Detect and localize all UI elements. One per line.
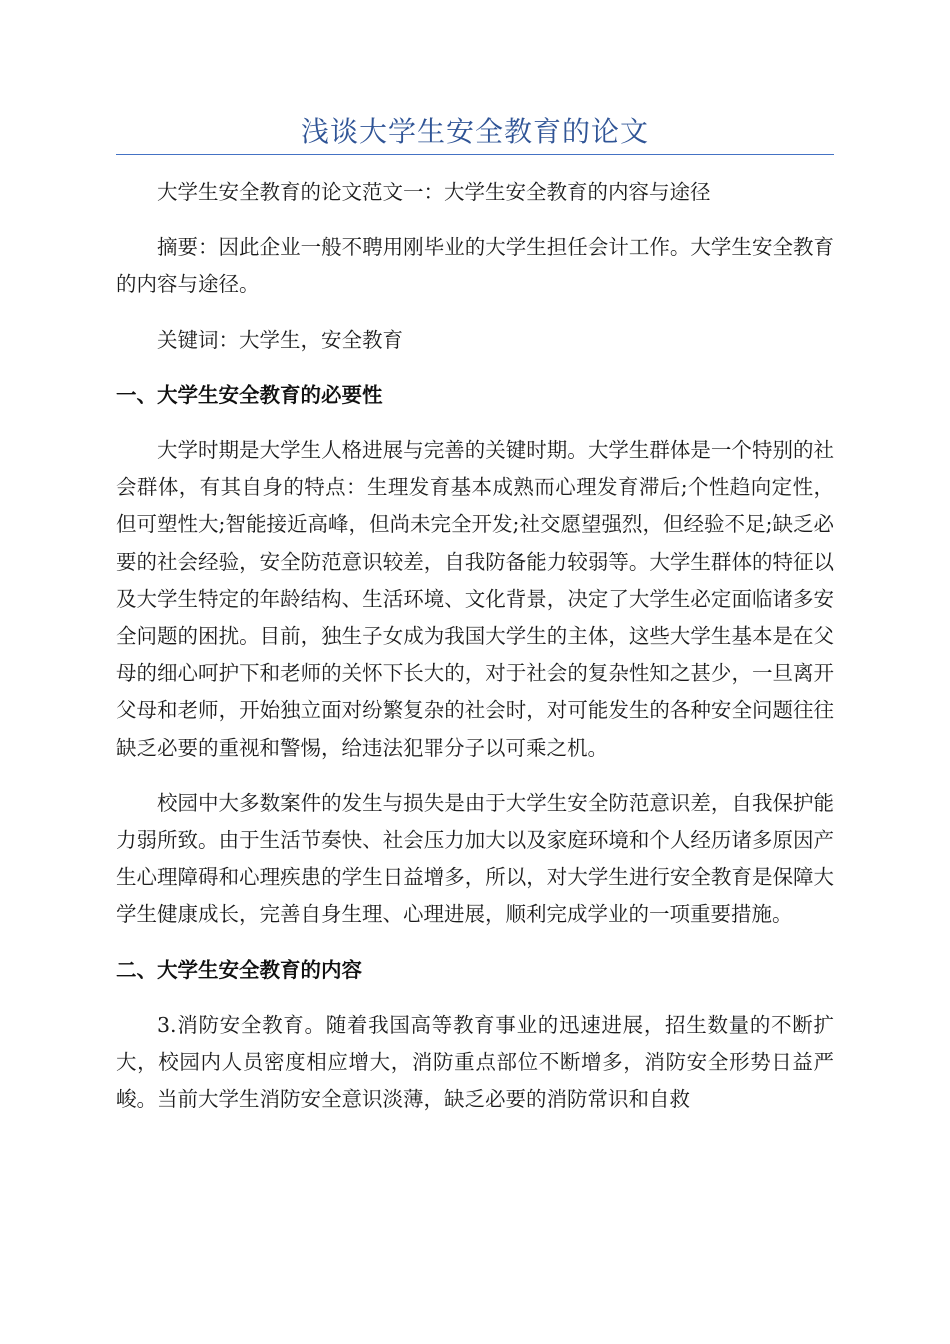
- subtitle-paragraph: 大学生安全教育的论文范文一：大学生安全教育的内容与途径: [157, 180, 711, 204]
- abstract-paragraph: 摘要：因此企业一般不聘用刚毕业的大学生担任会计工作。大学生安全教育的内容与途径。: [116, 235, 834, 297]
- document-title: 浅谈大学生安全教育的论文: [300, 115, 649, 148]
- keywords-paragraph: 关键词：大学生，安全教育: [157, 327, 403, 352]
- title-underline: [116, 154, 834, 155]
- section-heading-1: 一、大学生安全教育的必要性: [116, 382, 383, 407]
- body-paragraph: 3.消防安全教育。随着我国高等教育事业的迅速进展，招生数量的不断扩大，校园内人员密度相应增大，消防重点部位不断增多，消防安全形势日益严峻。当前大学生消防安全意识淡薄，缺乏必要的消防常识和自救: [116, 1012, 834, 1112]
- body-paragraph: 校园中大多数案件的发生与损失是由于大学生安全防范意识差，自我保护能力弱所致。由于生活节奏快、社会压力加大以及家庭环境和个人经历诸多原因产生心理障碍和心理疾患的学生日益增多，所以，对大学生进行安全教育是保障大学生健康成长，完善自身生理、心理进展，顺利完成学业的一项重要措施。: [116, 790, 834, 927]
- section-heading-2: 二、大学生安全教育的内容: [116, 957, 362, 982]
- document-body: [116, 174, 834, 1136]
- body-paragraph: 大学时期是大学生人格进展与完善的关键时期。大学生群体是一个特别的社会群体，有其自身的特点：生理发育基本成熟而心理发育滞后;个性趋向定性，但可塑性大;智能接近高峰，但尚未完全开发;社交愿望强烈，但经验不足;缺乏必要的社会经验，安全防范意识较差，自我防备能力较弱等。大学生群体的特征以及大学生特定的年龄结构、生活环境、文化背景，决定了大学生必定面临诸多安全问题的困扰。目前，独生子女成为我国大学生的主体，这些大学生基本是在父母的细心呵护下和老师的关怀下长大的，对于社会的复杂性知之甚少，一旦离开父母和老师，开始独立面对纷繁复杂的社会时，对可能发生的各种安全问题往往缺乏必要的重视和警惕，给违法犯罪分子以可乘之机。: [116, 438, 834, 760]
